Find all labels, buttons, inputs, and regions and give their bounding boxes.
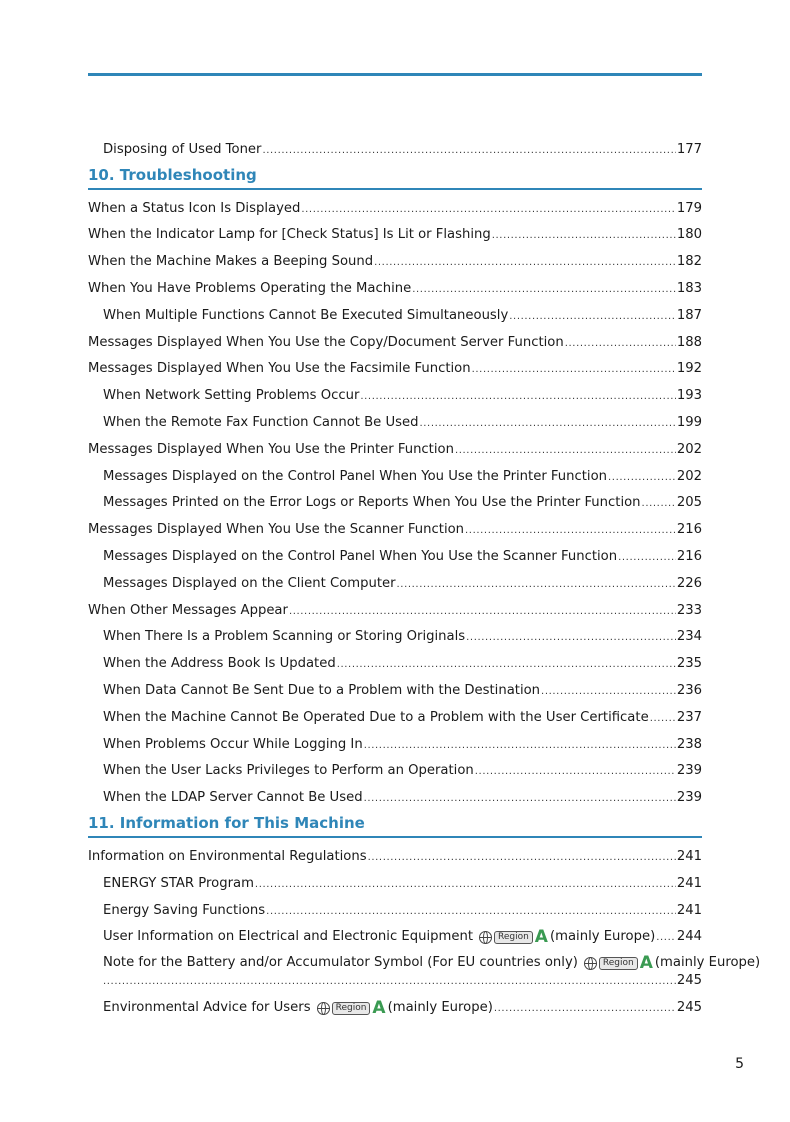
chapter-title: 10. Troubleshooting (88, 165, 257, 184)
toc-entry[interactable] (88, 726, 702, 753)
toc-entry-title: When the LDAP Server Cannot Be Used (103, 790, 363, 806)
globe-icon (584, 957, 597, 970)
toc-entry[interactable] (88, 672, 702, 699)
header-rule (88, 73, 702, 76)
region-badge (479, 927, 548, 948)
leader-dots (650, 712, 676, 726)
toc-entry[interactable] (88, 217, 702, 244)
chapter-title: 11. Information for This Machine (88, 814, 365, 833)
region-letter: A (534, 927, 548, 948)
leader-dots (541, 685, 676, 699)
toc-entry[interactable] (88, 297, 702, 324)
leader-dots (472, 363, 676, 377)
toc-entry[interactable] (88, 945, 761, 989)
toc-entry[interactable] (88, 190, 702, 217)
toc-entry[interactable] (88, 243, 702, 270)
toc-entry-page: 226 (676, 575, 702, 591)
toc-entry-page: 192 (676, 361, 702, 377)
leader-dots (255, 878, 676, 892)
toc-entry-page: 180 (676, 227, 702, 243)
toc-entry-title: Information on Environmental Regulations (88, 848, 367, 864)
toc-entry-title: When Problems Occur While Logging In (103, 736, 363, 752)
leader-dots (266, 905, 676, 919)
leader-dots (565, 337, 676, 351)
toc-entry[interactable] (88, 377, 702, 404)
toc-entry-page: 241 (676, 875, 702, 891)
leader-dots (475, 765, 676, 779)
leader-dots (509, 310, 676, 324)
toc-entry-title: Messages Displayed When You Use the Copy/Document Server Function (88, 334, 564, 350)
globe-icon (317, 1002, 330, 1015)
toc-entry[interactable] (88, 431, 702, 458)
leader-dots (337, 658, 676, 672)
leader-dots (262, 144, 675, 158)
toc-entry-title: When Data Cannot Be Sent Due to a Problem with the Destination (103, 682, 541, 698)
toc-entry-page: 233 (676, 602, 702, 618)
chapter-11-entries (88, 838, 702, 918)
leader-dots (656, 931, 676, 945)
chapter-heading[interactable] (88, 806, 702, 838)
leader-dots (360, 390, 675, 404)
region-badge (584, 953, 653, 974)
toc-entry-title: Messages Displayed on the Control Panel When You Use the Printer Function (103, 468, 608, 484)
toc-entry[interactable] (88, 892, 702, 919)
toc-entry-title: Messages Displayed on the Client Computer (103, 575, 396, 591)
toc-entry-title: Messages Displayed When You Use the Facsimile Function (88, 361, 471, 377)
toc-entry-title: User Information on Electrical and Electronic Equipment (103, 929, 473, 945)
globe-icon (479, 931, 492, 944)
toc-entry[interactable] (88, 779, 702, 806)
toc-entry-title: When Network Setting Problems Occur (103, 388, 360, 404)
toc-entry[interactable] (88, 538, 702, 565)
toc-entry-page: 244 (676, 929, 702, 945)
toc-entry-title: Messages Displayed When You Use the Scanner Function (88, 522, 465, 538)
toc-entry-page: 235 (676, 656, 702, 672)
toc-entry-page: 199 (676, 414, 702, 430)
toc-entry[interactable] (88, 458, 702, 485)
chapter-10-entries (88, 190, 702, 806)
toc-entry[interactable] (88, 131, 702, 158)
toc-entry-title: ENERGY STAR Program (103, 875, 254, 891)
toc-entry[interactable] (88, 565, 702, 592)
region-suffix: (mainly Europe) (654, 955, 761, 971)
toc-entry[interactable] (88, 865, 702, 892)
toc-entry[interactable] (88, 699, 702, 726)
leader-dots (494, 1002, 676, 1016)
toc-entry-title: When the Machine Makes a Beeping Sound (88, 254, 374, 270)
toc-entry[interactable] (88, 753, 702, 780)
toc-entry[interactable] (88, 619, 702, 646)
region-letter: A (372, 998, 386, 1019)
toc-entry-page: 187 (676, 307, 702, 323)
toc-entry-title: Messages Printed on the Error Logs or Reports When You Use the Printer Function (103, 495, 641, 511)
toc-entry-page: 245 (676, 1000, 702, 1016)
table-of-contents (88, 131, 761, 1019)
toc-entry-page: 179 (676, 200, 702, 216)
toc-entry-page: 202 (676, 468, 702, 484)
toc-entry-title: Disposing of Used Toner (103, 141, 262, 157)
toc-entry-title: When the Machine Cannot Be Operated Due to a Problem with the User Certificate (103, 709, 649, 725)
region-suffix: (mainly Europe) (549, 929, 656, 945)
toc-entry-page: 183 (676, 280, 702, 296)
toc-entry-title: When Other Messages Appear (88, 602, 288, 618)
toc-entry-page: 182 (676, 254, 702, 270)
region-label: Region (494, 931, 533, 944)
toc-entry[interactable] (88, 919, 702, 946)
leader-dots (289, 605, 676, 619)
region-suffix: (mainly Europe) (387, 1000, 493, 1016)
toc-entry-title: Note for the Battery and/or Accumulator Symbol (For EU countries only) (103, 955, 578, 971)
region-label: Region (599, 957, 638, 970)
toc-entry-title: When the Indicator Lamp for [Check Status] Is Lit or Flashing (88, 227, 491, 243)
toc-entry-page: 202 (676, 441, 702, 457)
toc-entry-page: 188 (676, 334, 702, 350)
page-number: 5 (735, 1056, 744, 1072)
toc-entry-page: 216 (676, 548, 702, 564)
toc-entry[interactable] (88, 592, 702, 619)
toc-entry-title: Messages Displayed When You Use the Printer Function (88, 441, 454, 457)
toc-entry-page: 238 (676, 736, 702, 752)
toc-entry[interactable] (88, 989, 702, 1019)
toc-entry-page: 241 (676, 902, 702, 918)
leader-dots (608, 471, 676, 485)
toc-entry-page: 236 (676, 682, 702, 698)
toc-entry-page: 245 (676, 973, 702, 989)
toc-entry-title: Environmental Advice for Users (103, 1000, 311, 1016)
toc-entry-title: Messages Displayed on the Control Panel When You Use the Scanner Function (103, 548, 618, 564)
leader-dots (368, 851, 676, 865)
leader-dots (412, 283, 676, 297)
leader-dots (465, 524, 676, 538)
leader-dots (466, 631, 676, 645)
toc-entry-title: When There Is a Problem Scanning or Storing Originals (103, 629, 466, 645)
toc-entry-title: When the Address Book Is Updated (103, 656, 336, 672)
toc-entry-title: When the Remote Fax Function Cannot Be Used (103, 414, 419, 430)
toc-entry-title: Energy Saving Functions (103, 902, 266, 918)
leader-dots (364, 739, 676, 753)
toc-entry[interactable] (88, 838, 702, 865)
toc-entry[interactable] (88, 404, 702, 431)
toc-entry-title: When Multiple Functions Cannot Be Executed Simultaneously (103, 307, 509, 323)
toc-entry[interactable] (88, 511, 702, 538)
leader-dots (301, 203, 675, 217)
chapter-heading[interactable] (88, 158, 702, 190)
toc-entry-page: 177 (676, 141, 702, 157)
toc-entry-title: When a Status Icon Is Displayed (88, 200, 301, 216)
leader-dots (374, 256, 676, 270)
region-label: Region (332, 1002, 371, 1015)
leader-dots (455, 444, 676, 458)
toc-entry-title: When You Have Problems Operating the Machine (88, 280, 412, 296)
toc-entry-page: 205 (676, 495, 702, 511)
leader-dots (618, 551, 676, 565)
toc-entry-page: 237 (676, 709, 702, 725)
leader-dots (397, 578, 676, 592)
toc-entry-page: 216 (676, 522, 702, 538)
toc-entry[interactable] (88, 270, 702, 297)
leader-dots (420, 417, 676, 431)
toc-entry[interactable] (88, 324, 702, 351)
toc-entry-page: 241 (676, 848, 702, 864)
toc-entry-page: 239 (676, 763, 702, 779)
region-badge (317, 998, 386, 1019)
toc-entry-page: 239 (676, 790, 702, 806)
toc-entry[interactable] (88, 485, 702, 512)
toc-entry-title: When the User Lacks Privileges to Perform an Operation (103, 763, 474, 779)
leader-dots (364, 792, 676, 806)
toc-entry[interactable] (88, 351, 702, 378)
leader-dots (103, 975, 676, 989)
toc-entry-page: 234 (676, 629, 702, 645)
region-letter: A (639, 953, 653, 974)
toc-entry-page: 193 (676, 388, 702, 404)
leader-dots (492, 229, 676, 243)
toc-entry[interactable] (88, 645, 702, 672)
leader-dots (642, 497, 676, 511)
